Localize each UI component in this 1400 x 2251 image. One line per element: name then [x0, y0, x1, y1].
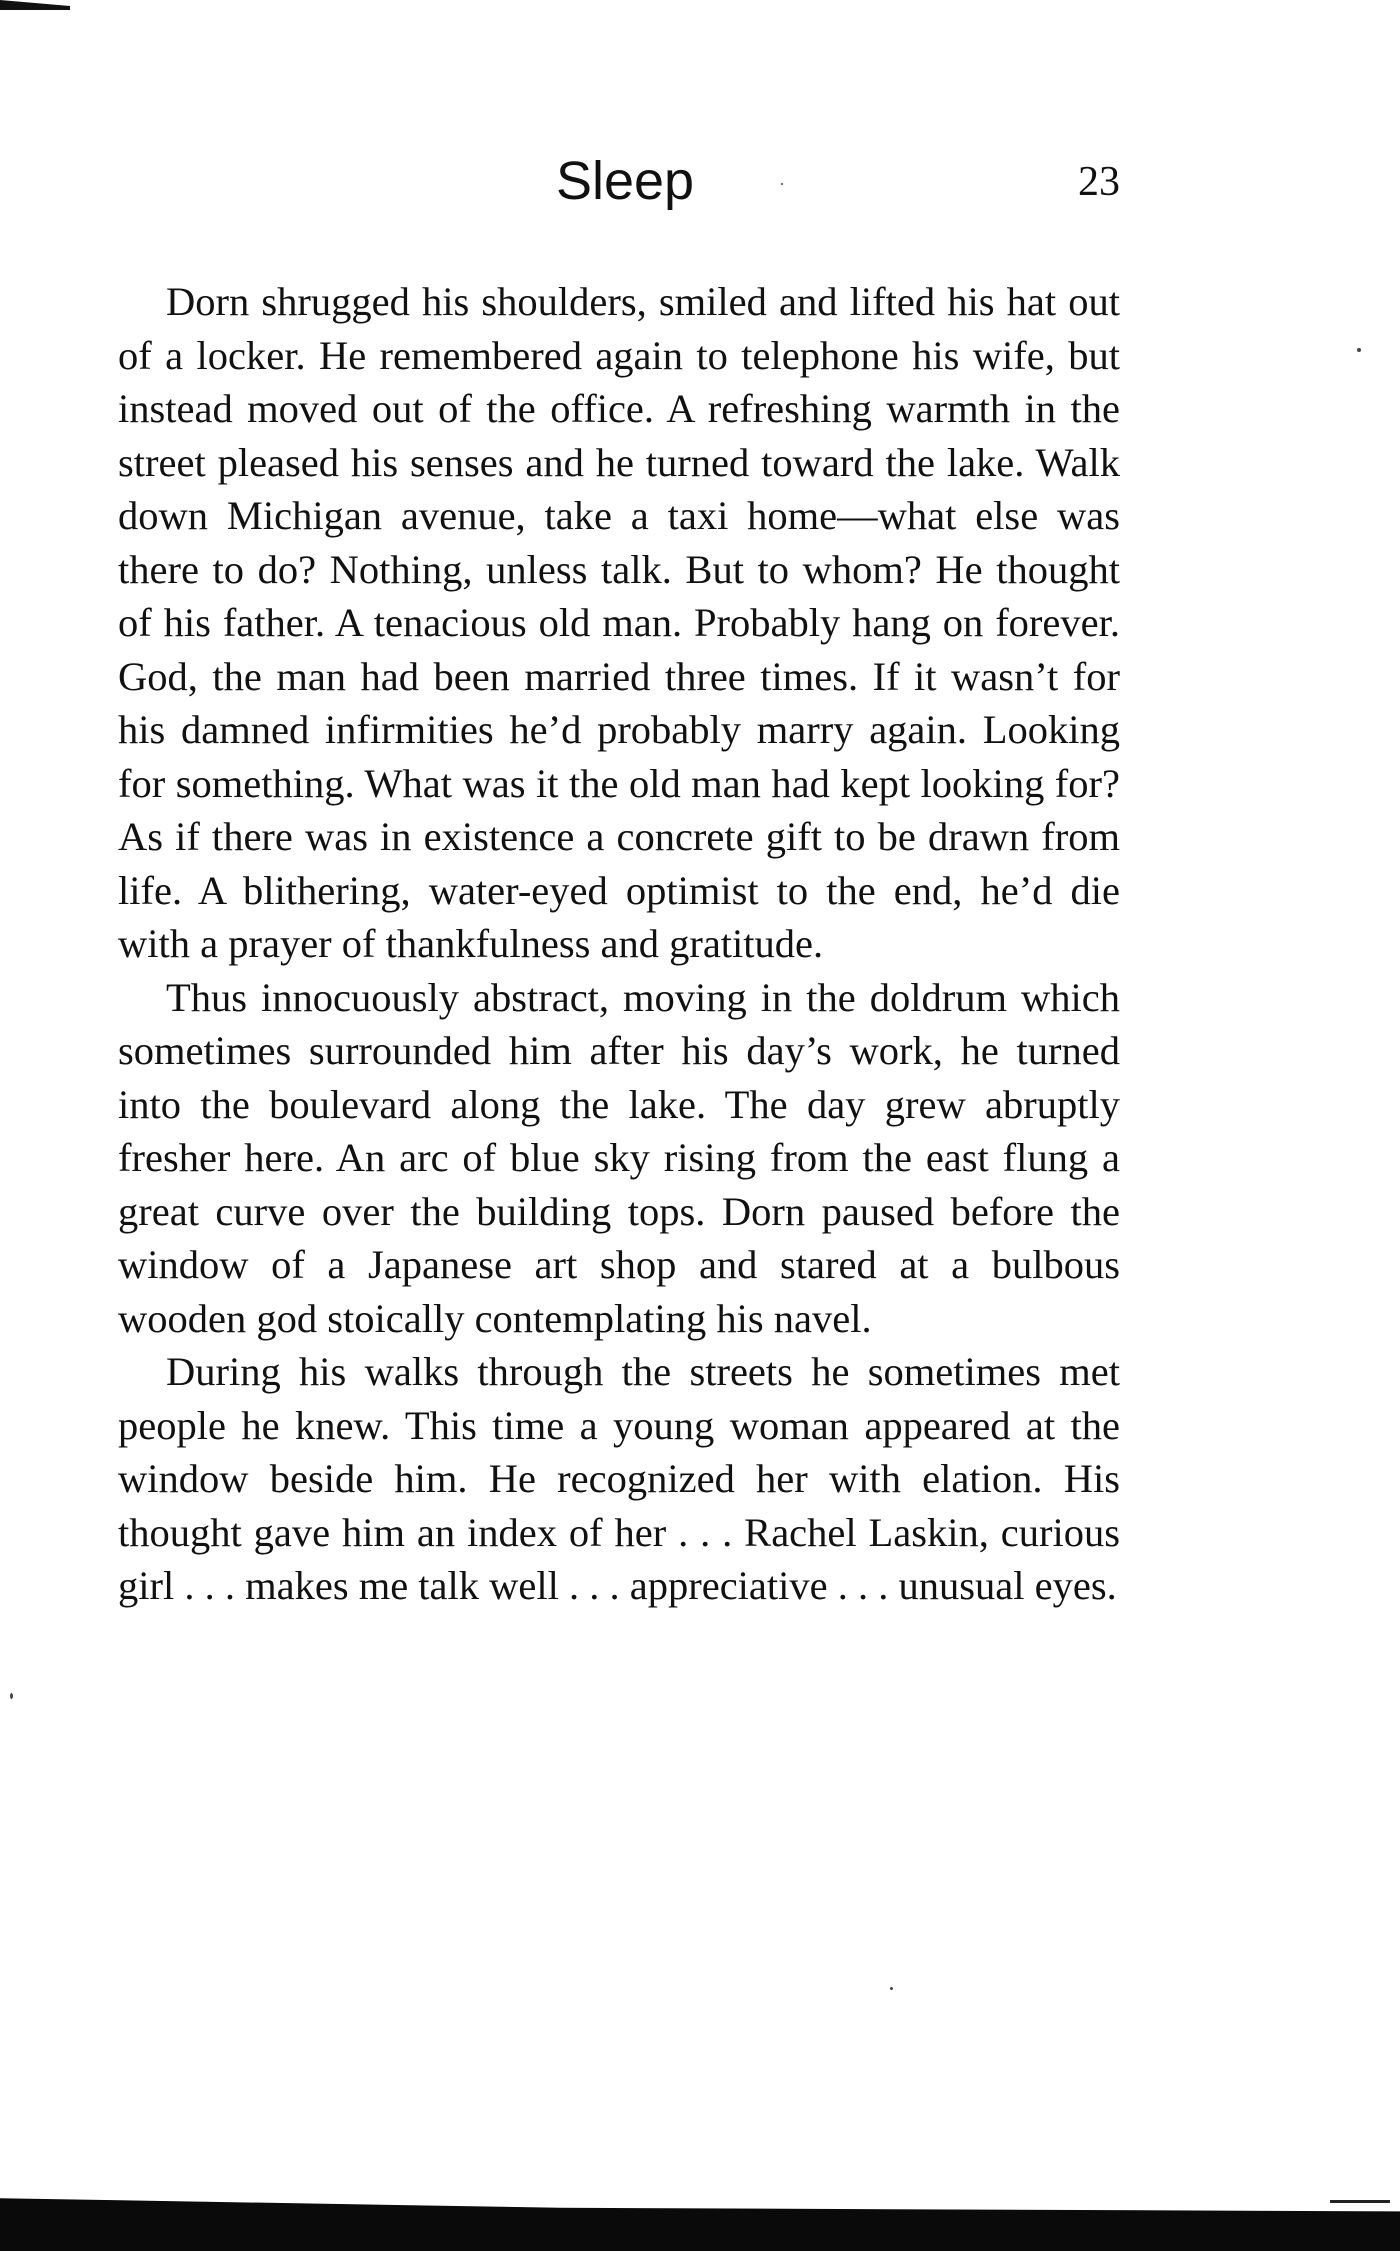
paragraph-1: Dorn shrugged his shoulders, smiled and lifted his hat out of a locker. He remembered again to telephone his wife, but instead moved out of the office. A refreshing warmth in the street pleased his senses and he turned toward the lake. Walk down Michigan avenue, take a taxi home—what else was there to do? Nothing, unless talk. But to whom? He thought of his father. A tenacious old man. Probably hang on forever. God, the man had been married three times. If it wasn’t for his damned infirmities he’d probably marry again. Looking for something. What was it the old man had kept looking for? As if there was in existence a concrete gift to be drawn from life. A blithering, water-eyed optimist to the end, he’d die with a prayer of thankfulness and gratitude. — [118, 279, 1120, 966]
scan-bottom-rule — [1330, 2200, 1390, 2203]
running-head — [120, 150, 1120, 220]
paragraph-3: During his walks through the streets he sometimes met people he knew. This time a young woman appeared at the window beside him. He recognized her with elation. His thought gave him an index of her . . . Rachel Laskin, curious girl . . . makes me talk well . . . appreciative . . . unusual eyes. — [118, 1349, 1120, 1608]
scan-speck — [10, 1693, 13, 1699]
page-title: Sleep — [555, 151, 695, 211]
page-number: 23 — [1078, 159, 1120, 205]
scan-bottom-edge — [0, 2191, 1400, 2251]
scan-speck — [890, 1987, 893, 1990]
scan-speck — [781, 183, 783, 185]
corner-scan-mark — [0, 0, 70, 10]
paragraph-2: Thus innocuously abstract, moving in the doldrum which sometimes surrounded him after his day’s work, he turned into the boulevard along the lake. The day grew abruptly fresher here. An arc of blue sky rising from the east flung a great curve over the building tops. Dorn paused before the window of a Japanese art shop and stared at a bulbous wooden god stoically contemplating his navel. — [118, 974, 1120, 1341]
body-text — [118, 275, 1120, 1613]
scan-speck — [1357, 348, 1361, 352]
